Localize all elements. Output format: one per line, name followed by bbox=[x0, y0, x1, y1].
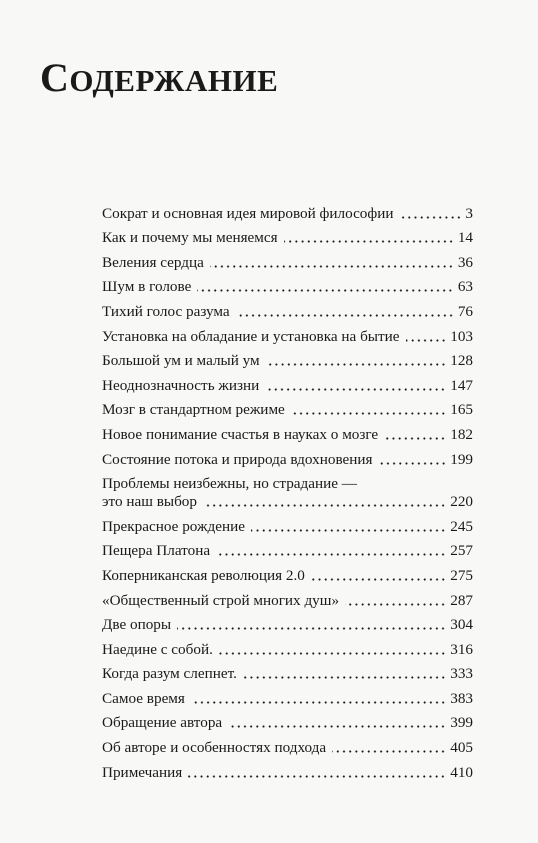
table-of-contents bbox=[102, 198, 473, 782]
toc-entry-page: 399 bbox=[450, 714, 473, 732]
toc-entry[interactable] bbox=[102, 395, 473, 420]
toc-entry-page: 103 bbox=[450, 327, 473, 345]
dot-leader bbox=[265, 388, 446, 391]
toc-entry-title: Коперниканская революция 2.0 bbox=[102, 566, 305, 584]
dot-leader bbox=[384, 437, 446, 440]
toc-entry-title: Обращение автора bbox=[102, 714, 223, 732]
toc-entry-title: Тихий голос разума bbox=[102, 302, 230, 320]
toc-entry[interactable] bbox=[102, 560, 473, 585]
toc-entry-title: Как и почему мы меняемся bbox=[102, 229, 278, 247]
toc-entry-title: Об авторе и особенностях подхода bbox=[102, 739, 327, 757]
toc-entry-title: Прекрасное рождение bbox=[102, 517, 245, 535]
toc-entry-page: 383 bbox=[450, 689, 473, 707]
toc-entry[interactable] bbox=[102, 346, 473, 371]
toc-entry-page: 128 bbox=[450, 352, 473, 370]
toc-entry[interactable] bbox=[102, 321, 473, 346]
toc-entry[interactable] bbox=[102, 708, 473, 733]
page-title bbox=[40, 55, 279, 100]
toc-entry[interactable] bbox=[102, 757, 473, 782]
dot-leader bbox=[191, 701, 446, 704]
toc-entry-title: Состояние потока и природа вдохновения bbox=[102, 450, 373, 468]
toc-entry-title-line1: Проблемы неизбежны, но страдание — bbox=[102, 475, 357, 493]
dot-leader bbox=[203, 504, 446, 507]
dot-leader bbox=[379, 462, 447, 465]
dot-leader bbox=[228, 725, 446, 728]
toc-entry[interactable] bbox=[102, 247, 473, 272]
toc-entry[interactable] bbox=[102, 444, 473, 469]
toc-entry-title: Пещера Платона bbox=[102, 542, 211, 560]
dot-leader bbox=[291, 412, 446, 415]
toc-entry[interactable] bbox=[102, 610, 473, 635]
dot-leader bbox=[345, 603, 446, 606]
toc-entry-page: 14 bbox=[457, 229, 473, 247]
toc-entry-title: Наедине с собой. bbox=[102, 640, 213, 658]
toc-entry-title: Шум в голове bbox=[102, 278, 192, 296]
toc-entry-title: Большой ум и малый ум bbox=[102, 352, 260, 370]
toc-entry-title: «Общественный строй многих душ» bbox=[102, 591, 340, 609]
toc-entry-title: Когда разум слепнет. bbox=[102, 665, 237, 683]
toc-entry[interactable] bbox=[102, 272, 473, 297]
toc-entry-title: Неоднозначность жизни bbox=[102, 376, 260, 394]
toc-entry-title: Сократ и основная идея мировой философии bbox=[102, 204, 394, 222]
toc-entry[interactable] bbox=[102, 198, 473, 223]
toc-entry-page: 405 bbox=[450, 739, 473, 757]
toc-entry-page: 245 bbox=[450, 517, 473, 535]
toc-entry-page: 316 bbox=[450, 640, 473, 658]
dot-leader bbox=[197, 289, 453, 292]
toc-entry-title: Установка на обладание и установка на бытие bbox=[102, 327, 400, 345]
toc-entry-page: 63 bbox=[457, 278, 473, 296]
toc-entry[interactable] bbox=[102, 683, 473, 708]
toc-entry-page: 182 bbox=[450, 425, 473, 443]
toc-entry[interactable] bbox=[102, 469, 473, 512]
page-title-initial: С bbox=[40, 55, 70, 100]
dot-leader bbox=[177, 627, 446, 630]
toc-entry-page: 76 bbox=[457, 302, 473, 320]
dot-leader bbox=[236, 314, 454, 317]
toc-entry-title: Самое время bbox=[102, 689, 185, 707]
dot-leader bbox=[332, 750, 446, 753]
toc-entry-title: Мозг в стандартном режиме bbox=[102, 401, 285, 419]
toc-entry[interactable] bbox=[102, 585, 473, 610]
toc-entry[interactable] bbox=[102, 536, 473, 561]
toc-entry-title: Две опоры bbox=[102, 616, 172, 634]
toc-entry[interactable] bbox=[102, 659, 473, 684]
toc-entry[interactable] bbox=[102, 634, 473, 659]
dot-leader bbox=[406, 339, 447, 342]
dot-leader bbox=[284, 240, 454, 243]
toc-entry-page: 36 bbox=[457, 253, 473, 271]
dot-leader bbox=[219, 652, 446, 655]
toc-entry-page: 165 bbox=[450, 401, 473, 419]
toc-entry-page: 333 bbox=[450, 665, 473, 683]
toc-entry-page: 147 bbox=[450, 376, 473, 394]
toc-entry-page: 410 bbox=[450, 763, 473, 781]
dot-leader bbox=[311, 578, 446, 581]
toc-entry-title: это наш выбор bbox=[102, 493, 197, 511]
toc-entry[interactable] bbox=[102, 732, 473, 757]
page-title-rest: ОДЕРЖАНИЕ bbox=[69, 63, 279, 98]
toc-entry-page: 275 bbox=[450, 566, 473, 584]
toc-entry-page: 287 bbox=[450, 591, 473, 609]
toc-entry-page: 220 bbox=[450, 493, 473, 511]
toc-entry-title: Примечания bbox=[102, 763, 183, 781]
dot-leader bbox=[216, 553, 446, 556]
toc-entry[interactable] bbox=[102, 296, 473, 321]
toc-entry-title: Новое понимание счастья в науках о мозге bbox=[102, 425, 379, 443]
toc-entry[interactable] bbox=[102, 223, 473, 248]
toc-entry-page: 3 bbox=[465, 204, 473, 222]
dot-leader bbox=[266, 363, 447, 366]
dot-leader bbox=[400, 216, 462, 219]
dot-leader bbox=[243, 676, 446, 679]
toc-entry[interactable] bbox=[102, 511, 473, 536]
dot-leader bbox=[251, 529, 446, 532]
toc-entry[interactable] bbox=[102, 370, 473, 395]
toc-entry-page: 304 bbox=[450, 616, 473, 634]
toc-entry[interactable] bbox=[102, 419, 473, 444]
dot-leader bbox=[188, 775, 446, 778]
toc-entry-title: Веления сердца bbox=[102, 253, 204, 271]
dot-leader bbox=[210, 265, 454, 268]
toc-entry-page: 257 bbox=[450, 542, 473, 560]
toc-entry-page: 199 bbox=[450, 450, 473, 468]
